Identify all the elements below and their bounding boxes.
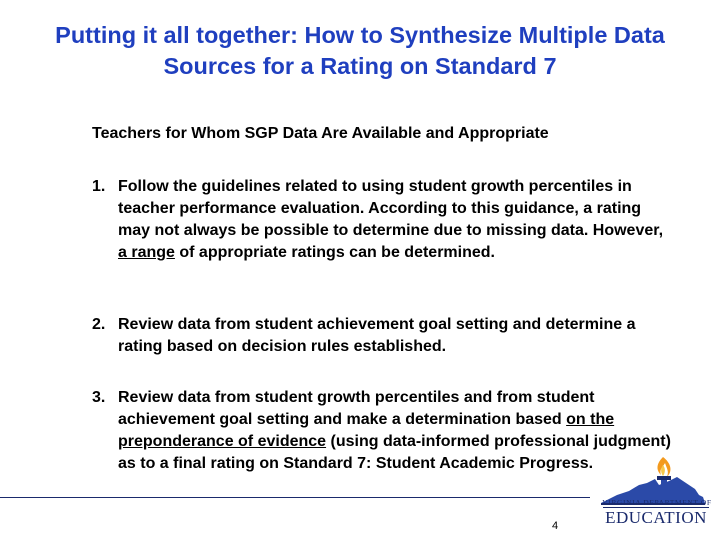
footer-divider: [0, 497, 590, 498]
list-item-text: [118, 314, 672, 358]
list-item-3: [92, 387, 672, 475]
item-text-part: Review data from student growth percentiles and from student achievement goal setting and make a determination based: [118, 389, 595, 428]
list-item-1: [92, 176, 672, 264]
item-text-underlined: on the preponderance of evidence: [118, 411, 615, 450]
page-number: 4: [552, 520, 559, 532]
slide-title: Putting it all together: How to Synthesize Multiple Data Sources for a Rating on Standard 7: [55, 22, 665, 79]
item-text-part: of appropriate ratings can be determined.: [174, 244, 495, 261]
logo-main-text: EDUCATION: [605, 508, 707, 527]
list-item-number: 2.: [92, 316, 106, 333]
list-item-text: [118, 176, 672, 264]
slide-subtitle: Teachers for Whom SGP Data Are Available and Appropriate: [92, 125, 549, 142]
list-item-number: 3.: [92, 389, 106, 406]
vdoe-logo: [595, 455, 713, 533]
item-text-underlined: a range: [118, 244, 175, 261]
logo-top-text: VIRGINIA DEPARTMENT OF: [602, 498, 712, 507]
item-text-part: Review data from student achievement goal setting and determine a rating based on decision rules established.: [118, 316, 636, 355]
list-item-text: [118, 387, 672, 475]
list-item-2: [92, 314, 672, 358]
item-text-part: (using data-informed professional judgment) as to a final rating on Standard 7: Student Academic Progress.: [118, 433, 671, 472]
list-item-number: 1.: [92, 178, 106, 195]
item-text-part: Follow the guidelines related to using student growth percentiles in teacher performance evaluation. According to this guidance, a rating may not always be possible to determine due to missing data. However,: [118, 178, 664, 239]
